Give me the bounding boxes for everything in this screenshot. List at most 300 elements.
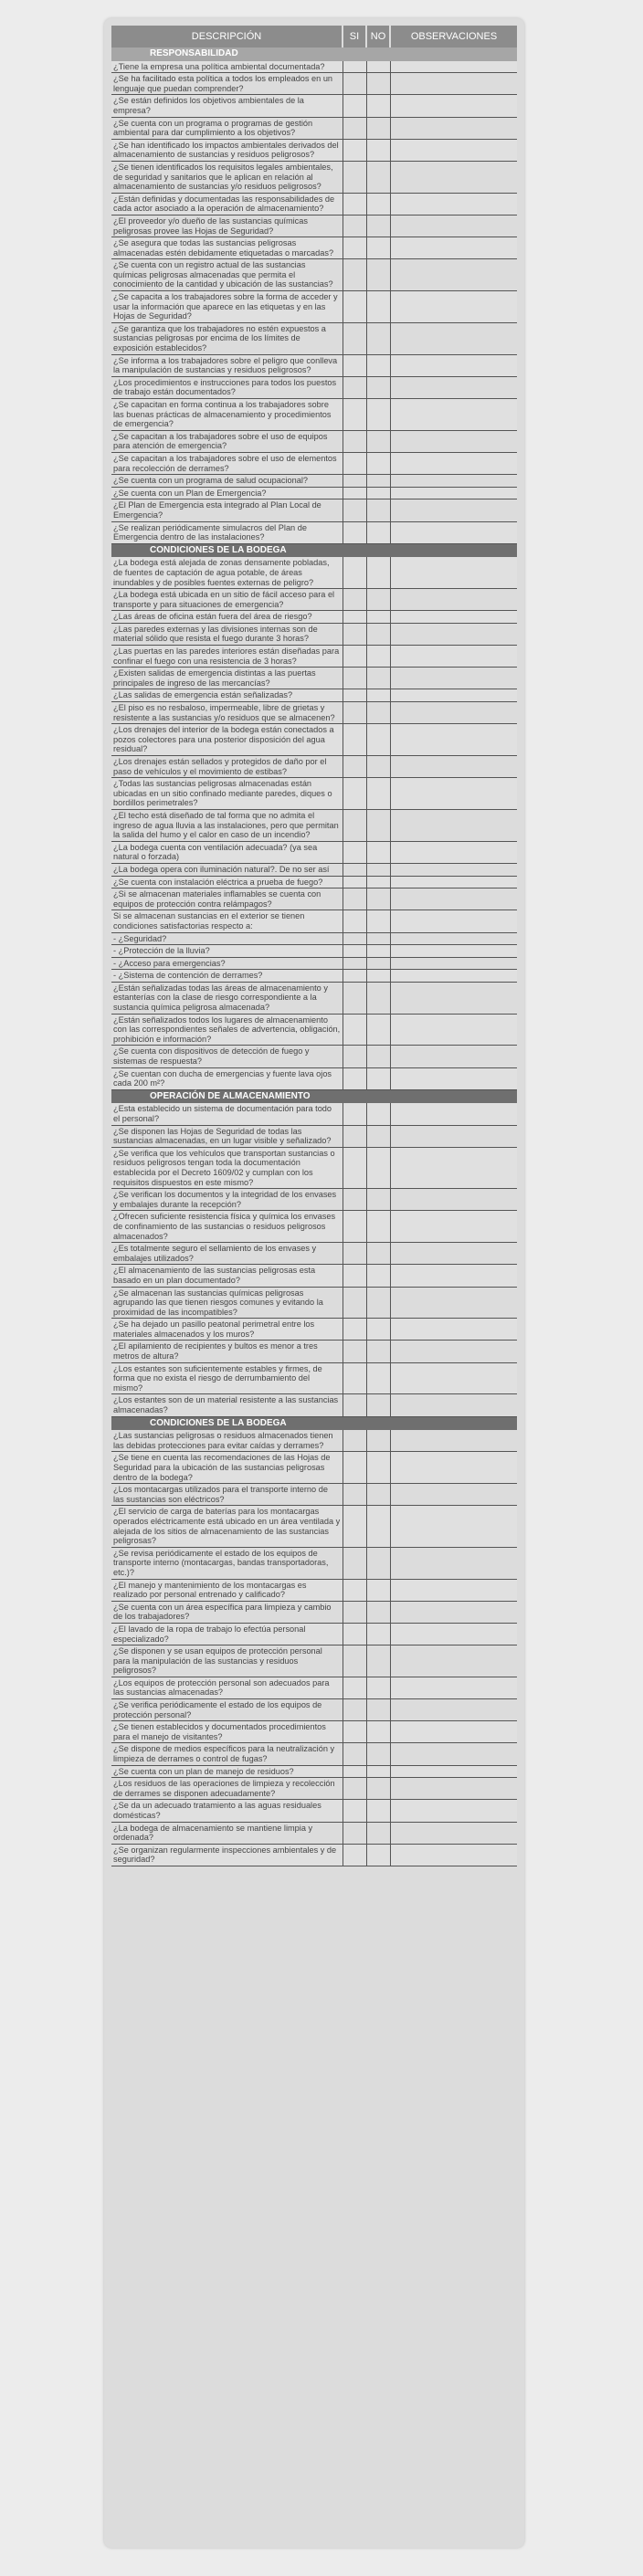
observaciones-cell[interactable] bbox=[390, 863, 517, 876]
observaciones-cell[interactable] bbox=[390, 841, 517, 863]
si-cell[interactable] bbox=[343, 876, 366, 888]
question-text: ¿Se informa a los trabajadores sobre el peligro que conlleva la manipulación de sustancias y residuos peligrosos? bbox=[111, 354, 343, 376]
si-cell[interactable] bbox=[343, 161, 366, 193]
observaciones-cell[interactable] bbox=[390, 259, 517, 291]
si-cell[interactable] bbox=[343, 139, 366, 161]
si-cell[interactable] bbox=[343, 1800, 366, 1822]
question-text: ¿Están señalizados todos los lugares de almacenamiento con las correspondientes señales de advertencia, obligación, prohibición e información? bbox=[111, 1014, 343, 1046]
no-cell[interactable] bbox=[366, 589, 390, 611]
no-cell[interactable] bbox=[366, 1067, 390, 1089]
table-row bbox=[111, 237, 517, 259]
observaciones-cell[interactable] bbox=[390, 724, 517, 756]
si-cell[interactable] bbox=[343, 668, 366, 689]
no-cell[interactable] bbox=[366, 1721, 390, 1743]
si-cell[interactable] bbox=[343, 487, 366, 499]
si-cell[interactable] bbox=[343, 1601, 366, 1623]
observaciones-cell[interactable] bbox=[390, 1147, 517, 1188]
table-row bbox=[111, 452, 517, 474]
question-text: ¿El techo está diseñado de tal forma que no admita el ingreso de agua lluvia a las instalaciones, pero que permitan la salida del humo y el calor en caso de un incendio? bbox=[111, 809, 343, 841]
table-row bbox=[111, 73, 517, 95]
si-cell[interactable] bbox=[343, 1844, 366, 1866]
question-text: ¿Es totalmente seguro el sellamiento de los envases y embalajes utilizados? bbox=[111, 1243, 343, 1265]
no-cell[interactable] bbox=[366, 117, 390, 139]
table-row bbox=[111, 589, 517, 611]
no-cell[interactable] bbox=[366, 376, 390, 398]
si-cell[interactable] bbox=[343, 215, 366, 237]
observaciones-cell[interactable] bbox=[390, 945, 517, 958]
observaciones-cell[interactable] bbox=[390, 1211, 517, 1243]
si-cell[interactable] bbox=[343, 1211, 366, 1243]
si-cell[interactable] bbox=[343, 1677, 366, 1698]
question-text: ¿El lavado de la ropa de trabajo lo efectúa personal especializado? bbox=[111, 1623, 343, 1645]
no-cell[interactable] bbox=[366, 322, 390, 354]
table-row bbox=[111, 1623, 517, 1645]
question-text: ¿Se han identificado los impactos ambientales derivados del almacenamiento de sustancias y residuos peligrosos? bbox=[111, 139, 343, 161]
observaciones-cell[interactable] bbox=[390, 487, 517, 499]
si-cell[interactable] bbox=[343, 291, 366, 323]
no-cell[interactable] bbox=[366, 702, 390, 724]
observaciones-cell[interactable] bbox=[390, 399, 517, 431]
observaciones-cell[interactable] bbox=[390, 291, 517, 323]
observaciones-cell[interactable] bbox=[390, 1601, 517, 1623]
table-row bbox=[111, 1103, 517, 1125]
si-cell[interactable] bbox=[343, 1287, 366, 1319]
table-row bbox=[111, 689, 517, 702]
si-cell[interactable] bbox=[343, 475, 366, 488]
observaciones-cell[interactable] bbox=[390, 1265, 517, 1287]
no-cell[interactable] bbox=[366, 724, 390, 756]
si-cell[interactable] bbox=[343, 557, 366, 588]
no-cell[interactable] bbox=[366, 499, 390, 521]
observaciones-cell[interactable] bbox=[390, 161, 517, 193]
no-cell[interactable] bbox=[366, 1506, 390, 1547]
si-cell[interactable] bbox=[343, 1341, 366, 1362]
question-text: ¿Se capacitan a los trabajadores sobre el uso de elementos para recolección de derrames? bbox=[111, 452, 343, 474]
section-header bbox=[111, 47, 517, 61]
si-cell[interactable] bbox=[343, 95, 366, 117]
observaciones-cell[interactable] bbox=[390, 1067, 517, 1089]
si-cell[interactable] bbox=[343, 957, 366, 970]
observaciones-cell[interactable] bbox=[390, 1579, 517, 1601]
no-cell[interactable] bbox=[366, 689, 390, 702]
question-text: - ¿Seguridad? bbox=[111, 932, 343, 945]
table-row bbox=[111, 945, 517, 958]
si-cell[interactable] bbox=[343, 1743, 366, 1765]
si-cell[interactable] bbox=[343, 809, 366, 841]
question-text: ¿El piso es no resbaloso, impermeable, libre de grietas y resistente a las sustancias y/o residuos que se almacenen? bbox=[111, 702, 343, 724]
question-text: ¿La bodega de almacenamiento se mantiene limpia y ordenada? bbox=[111, 1822, 343, 1844]
header-observaciones: OBSERVACIONES bbox=[390, 26, 517, 47]
no-cell[interactable] bbox=[366, 215, 390, 237]
observaciones-cell[interactable] bbox=[390, 623, 517, 645]
observaciones-cell[interactable] bbox=[390, 73, 517, 95]
si-cell[interactable] bbox=[343, 863, 366, 876]
observaciones-cell[interactable] bbox=[390, 689, 517, 702]
no-cell[interactable] bbox=[366, 1765, 390, 1778]
observaciones-cell[interactable] bbox=[390, 1452, 517, 1484]
si-cell[interactable] bbox=[343, 1147, 366, 1188]
observaciones-cell[interactable] bbox=[390, 215, 517, 237]
no-cell[interactable] bbox=[366, 756, 390, 778]
si-cell[interactable] bbox=[343, 1014, 366, 1046]
no-cell[interactable] bbox=[366, 611, 390, 624]
si-cell[interactable] bbox=[343, 452, 366, 474]
no-cell[interactable] bbox=[366, 1800, 390, 1822]
si-cell[interactable] bbox=[343, 778, 366, 810]
si-cell[interactable] bbox=[343, 376, 366, 398]
si-cell[interactable] bbox=[343, 702, 366, 724]
observaciones-cell[interactable] bbox=[390, 1721, 517, 1743]
no-cell[interactable] bbox=[366, 1319, 390, 1341]
table-row bbox=[111, 1547, 517, 1579]
no-cell[interactable] bbox=[366, 1623, 390, 1645]
table-row bbox=[111, 399, 517, 431]
observaciones-cell[interactable] bbox=[390, 1430, 517, 1452]
table-row bbox=[111, 376, 517, 398]
question-text: ¿El apilamiento de recipientes y bultos es menor a tres metros de altura? bbox=[111, 1341, 343, 1362]
no-cell[interactable] bbox=[366, 1341, 390, 1362]
no-cell[interactable] bbox=[366, 1394, 390, 1416]
table-row bbox=[111, 1844, 517, 1866]
no-cell[interactable] bbox=[366, 623, 390, 645]
table-row bbox=[111, 1601, 517, 1623]
observaciones-cell[interactable] bbox=[390, 1319, 517, 1341]
si-cell[interactable] bbox=[343, 499, 366, 521]
si-cell[interactable] bbox=[343, 756, 366, 778]
no-cell[interactable] bbox=[366, 557, 390, 588]
observaciones-cell[interactable] bbox=[390, 910, 517, 932]
table-row bbox=[111, 1147, 517, 1188]
question-text: ¿Si se almacenan materiales inflamables se cuenta con equipos de protección contra relámpagos? bbox=[111, 888, 343, 910]
si-cell[interactable] bbox=[343, 1547, 366, 1579]
no-cell[interactable] bbox=[366, 1677, 390, 1698]
si-cell[interactable] bbox=[343, 430, 366, 452]
header-row bbox=[111, 26, 517, 47]
no-cell[interactable] bbox=[366, 910, 390, 932]
observaciones-cell[interactable] bbox=[390, 521, 517, 543]
no-cell[interactable] bbox=[366, 1579, 390, 1601]
si-cell[interactable] bbox=[343, 1125, 366, 1147]
observaciones-cell[interactable] bbox=[390, 589, 517, 611]
no-cell[interactable] bbox=[366, 487, 390, 499]
si-cell[interactable] bbox=[343, 61, 366, 73]
observaciones-cell[interactable] bbox=[390, 499, 517, 521]
no-cell[interactable] bbox=[366, 1743, 390, 1765]
table-row bbox=[111, 841, 517, 863]
si-cell[interactable] bbox=[343, 646, 366, 668]
question-text: ¿Se disponen y se usan equipos de protección personal para la manipulación de las sustancias y residuos peligrosos? bbox=[111, 1645, 343, 1677]
observaciones-cell[interactable] bbox=[390, 193, 517, 215]
observaciones-cell[interactable] bbox=[390, 557, 517, 588]
table-row bbox=[111, 1067, 517, 1089]
si-cell[interactable] bbox=[343, 1362, 366, 1394]
no-cell[interactable] bbox=[366, 1014, 390, 1046]
no-cell[interactable] bbox=[366, 399, 390, 431]
table-row bbox=[111, 557, 517, 588]
question-text: ¿Se tienen identificados los requisitos legales ambientales, de seguridad y sanitarios que le aplican en relación al almacenamiento de sustancias y/o residuos peligrosos? bbox=[111, 161, 343, 193]
si-cell[interactable] bbox=[343, 1103, 366, 1125]
question-text: ¿Se ha facilitado esta política a todos los empleados en un lenguaje que puedan comprender? bbox=[111, 73, 343, 95]
no-cell[interactable] bbox=[366, 876, 390, 888]
question-text: ¿Se dispone de medios específicos para la neutralización y limpieza de derrames o control de fugas? bbox=[111, 1743, 343, 1765]
no-cell[interactable] bbox=[366, 139, 390, 161]
table-row bbox=[111, 161, 517, 193]
si-cell[interactable] bbox=[343, 1579, 366, 1601]
no-cell[interactable] bbox=[366, 61, 390, 73]
no-cell[interactable] bbox=[366, 1147, 390, 1188]
no-cell[interactable] bbox=[366, 778, 390, 810]
si-cell[interactable] bbox=[343, 1067, 366, 1089]
observaciones-cell[interactable] bbox=[390, 1743, 517, 1765]
observaciones-cell[interactable] bbox=[390, 957, 517, 970]
no-cell[interactable] bbox=[366, 259, 390, 291]
section-title: RESPONSABILIDAD bbox=[111, 47, 517, 61]
observaciones-cell[interactable] bbox=[390, 1699, 517, 1721]
question-text: ¿Se realizan periódicamente simulacros del Plan de Emergencia dentro de las instalaciones? bbox=[111, 521, 343, 543]
section-header bbox=[111, 1089, 517, 1103]
si-cell[interactable] bbox=[343, 117, 366, 139]
no-cell[interactable] bbox=[366, 193, 390, 215]
observaciones-cell[interactable] bbox=[390, 117, 517, 139]
table-row bbox=[111, 95, 517, 117]
table-row bbox=[111, 778, 517, 810]
no-cell[interactable] bbox=[366, 430, 390, 452]
table-row bbox=[111, 193, 517, 215]
observaciones-cell[interactable] bbox=[390, 809, 517, 841]
observaciones-cell[interactable] bbox=[390, 1677, 517, 1698]
question-text: ¿Se disponen las Hojas de Seguridad de todas las sustancias almacenadas, en un lugar visible y señalizado? bbox=[111, 1125, 343, 1147]
no-cell[interactable] bbox=[366, 863, 390, 876]
no-cell[interactable] bbox=[366, 73, 390, 95]
table-row bbox=[111, 1579, 517, 1601]
observaciones-cell[interactable] bbox=[390, 376, 517, 398]
observaciones-cell[interactable] bbox=[390, 1645, 517, 1677]
observaciones-cell[interactable] bbox=[390, 452, 517, 474]
si-cell[interactable] bbox=[343, 259, 366, 291]
question-text: ¿Se verifica que los vehículos que transportan sustancias o residuos peligrosos tengan toda la documentación establecida por el Decreto 1609/02 y cumplan con los requisitos dispuestos en este mismo? bbox=[111, 1147, 343, 1188]
observaciones-cell[interactable] bbox=[390, 61, 517, 73]
observaciones-cell[interactable] bbox=[390, 237, 517, 259]
si-cell[interactable] bbox=[343, 841, 366, 863]
no-cell[interactable] bbox=[366, 932, 390, 945]
question-text: ¿Se tienen establecidos y documentados procedimientos para el manejo de visitantes? bbox=[111, 1721, 343, 1743]
si-cell[interactable] bbox=[343, 689, 366, 702]
si-cell[interactable] bbox=[343, 1394, 366, 1416]
question-text: ¿La bodega está alejada de zonas densamente pobladas, de fuentes de captación de agua potable, de áreas inundables y de posibles fuentes externas de peligro? bbox=[111, 557, 343, 588]
si-cell[interactable] bbox=[343, 970, 366, 983]
no-cell[interactable] bbox=[366, 1547, 390, 1579]
observaciones-cell[interactable] bbox=[390, 95, 517, 117]
si-cell[interactable] bbox=[343, 888, 366, 910]
no-cell[interactable] bbox=[366, 475, 390, 488]
observaciones-cell[interactable] bbox=[390, 1341, 517, 1362]
table-row bbox=[111, 61, 517, 73]
no-cell[interactable] bbox=[366, 1601, 390, 1623]
observaciones-cell[interactable] bbox=[390, 646, 517, 668]
si-cell[interactable] bbox=[343, 1623, 366, 1645]
question-text: - ¿Protección de la lluvia? bbox=[111, 945, 343, 958]
question-text: ¿Las salidas de emergencia están señalizadas? bbox=[111, 689, 343, 702]
si-cell[interactable] bbox=[343, 1765, 366, 1778]
si-cell[interactable] bbox=[343, 910, 366, 932]
si-cell[interactable] bbox=[343, 589, 366, 611]
no-cell[interactable] bbox=[366, 1484, 390, 1506]
observaciones-cell[interactable] bbox=[390, 1046, 517, 1067]
observaciones-cell[interactable] bbox=[390, 1778, 517, 1800]
observaciones-cell[interactable] bbox=[390, 475, 517, 488]
si-cell[interactable] bbox=[343, 1243, 366, 1265]
question-text: ¿Se cuenta con un programa de salud ocupacional? bbox=[111, 475, 343, 488]
no-cell[interactable] bbox=[366, 841, 390, 863]
question-text: Si se almacenan sustancias en el exterior se tienen condiciones satisfactorias respecto a: bbox=[111, 910, 343, 932]
si-cell[interactable] bbox=[343, 1189, 366, 1211]
observaciones-cell[interactable] bbox=[390, 932, 517, 945]
table-row bbox=[111, 1362, 517, 1394]
si-cell[interactable] bbox=[343, 399, 366, 431]
observaciones-cell[interactable] bbox=[390, 1484, 517, 1506]
observaciones-cell[interactable] bbox=[390, 1800, 517, 1822]
observaciones-cell[interactable] bbox=[390, 430, 517, 452]
observaciones-cell[interactable] bbox=[390, 1623, 517, 1645]
no-cell[interactable] bbox=[366, 1125, 390, 1147]
si-cell[interactable] bbox=[343, 1506, 366, 1547]
question-text: ¿El proveedor y/o dueño de las sustancias químicas peligrosas provee las Hojas de Seguridad? bbox=[111, 215, 343, 237]
no-cell[interactable] bbox=[366, 95, 390, 117]
si-cell[interactable] bbox=[343, 354, 366, 376]
no-cell[interactable] bbox=[366, 1778, 390, 1800]
no-cell[interactable] bbox=[366, 237, 390, 259]
si-cell[interactable] bbox=[343, 1319, 366, 1341]
observaciones-cell[interactable] bbox=[390, 982, 517, 1014]
observaciones-cell[interactable] bbox=[390, 778, 517, 810]
no-cell[interactable] bbox=[366, 957, 390, 970]
no-cell[interactable] bbox=[366, 1822, 390, 1844]
observaciones-cell[interactable] bbox=[390, 888, 517, 910]
table-row bbox=[111, 259, 517, 291]
no-cell[interactable] bbox=[366, 1211, 390, 1243]
observaciones-cell[interactable] bbox=[390, 876, 517, 888]
question-text: ¿Se cuenta con instalación eléctrica a prueba de fuego? bbox=[111, 876, 343, 888]
no-cell[interactable] bbox=[366, 1265, 390, 1287]
si-cell[interactable] bbox=[343, 1452, 366, 1484]
table-row bbox=[111, 910, 517, 932]
no-cell[interactable] bbox=[366, 1046, 390, 1067]
si-cell[interactable] bbox=[343, 1484, 366, 1506]
observaciones-cell[interactable] bbox=[390, 1189, 517, 1211]
observaciones-cell[interactable] bbox=[390, 1287, 517, 1319]
no-cell[interactable] bbox=[366, 809, 390, 841]
observaciones-cell[interactable] bbox=[390, 1103, 517, 1125]
no-cell[interactable] bbox=[366, 521, 390, 543]
table-row bbox=[111, 756, 517, 778]
observaciones-cell[interactable] bbox=[390, 1822, 517, 1844]
observaciones-cell[interactable] bbox=[390, 611, 517, 624]
si-cell[interactable] bbox=[343, 1645, 366, 1677]
checklist-body bbox=[111, 47, 517, 1866]
observaciones-cell[interactable] bbox=[390, 1394, 517, 1416]
no-cell[interactable] bbox=[366, 1430, 390, 1452]
no-cell[interactable] bbox=[366, 668, 390, 689]
no-cell[interactable] bbox=[366, 161, 390, 193]
table-row bbox=[111, 646, 517, 668]
table-row bbox=[111, 932, 517, 945]
si-cell[interactable] bbox=[343, 1265, 366, 1287]
observaciones-cell[interactable] bbox=[390, 702, 517, 724]
no-cell[interactable] bbox=[366, 452, 390, 474]
si-cell[interactable] bbox=[343, 1721, 366, 1743]
si-cell[interactable] bbox=[343, 945, 366, 958]
observaciones-cell[interactable] bbox=[390, 322, 517, 354]
si-cell[interactable] bbox=[343, 724, 366, 756]
no-cell[interactable] bbox=[366, 1452, 390, 1484]
observaciones-cell[interactable] bbox=[390, 1765, 517, 1778]
si-cell[interactable] bbox=[343, 932, 366, 945]
no-cell[interactable] bbox=[366, 945, 390, 958]
table-row bbox=[111, 139, 517, 161]
no-cell[interactable] bbox=[366, 888, 390, 910]
table-row bbox=[111, 863, 517, 876]
no-cell[interactable] bbox=[366, 1362, 390, 1394]
no-cell[interactable] bbox=[366, 1645, 390, 1677]
no-cell[interactable] bbox=[366, 1844, 390, 1866]
si-cell[interactable] bbox=[343, 193, 366, 215]
no-cell[interactable] bbox=[366, 646, 390, 668]
si-cell[interactable] bbox=[343, 73, 366, 95]
no-cell[interactable] bbox=[366, 1189, 390, 1211]
si-cell[interactable] bbox=[343, 1430, 366, 1452]
question-text: ¿Se capacitan en forma continua a los trabajadores sobre las buenas prácticas de almacenamiento y procedimientos de emergencia? bbox=[111, 399, 343, 431]
observaciones-cell[interactable] bbox=[390, 1547, 517, 1579]
si-cell[interactable] bbox=[343, 1046, 366, 1067]
no-cell[interactable] bbox=[366, 970, 390, 983]
si-cell[interactable] bbox=[343, 1699, 366, 1721]
table-row bbox=[111, 475, 517, 488]
observaciones-cell[interactable] bbox=[390, 1243, 517, 1265]
observaciones-cell[interactable] bbox=[390, 668, 517, 689]
observaciones-cell[interactable] bbox=[390, 1014, 517, 1046]
no-cell[interactable] bbox=[366, 982, 390, 1014]
si-cell[interactable] bbox=[343, 1822, 366, 1844]
si-cell[interactable] bbox=[343, 623, 366, 645]
table-row bbox=[111, 1677, 517, 1698]
observaciones-cell[interactable] bbox=[390, 970, 517, 983]
observaciones-cell[interactable] bbox=[390, 139, 517, 161]
no-cell[interactable] bbox=[366, 1103, 390, 1125]
si-cell[interactable] bbox=[343, 611, 366, 624]
table-row bbox=[111, 291, 517, 323]
si-cell[interactable] bbox=[343, 322, 366, 354]
si-cell[interactable] bbox=[343, 521, 366, 543]
si-cell[interactable] bbox=[343, 237, 366, 259]
observaciones-cell[interactable] bbox=[390, 1844, 517, 1866]
observaciones-cell[interactable] bbox=[390, 354, 517, 376]
table-row bbox=[111, 354, 517, 376]
si-cell[interactable] bbox=[343, 982, 366, 1014]
observaciones-cell[interactable] bbox=[390, 1506, 517, 1547]
no-cell[interactable] bbox=[366, 1243, 390, 1265]
observaciones-cell[interactable] bbox=[390, 756, 517, 778]
table-row bbox=[111, 1743, 517, 1765]
no-cell[interactable] bbox=[366, 1287, 390, 1319]
no-cell[interactable] bbox=[366, 354, 390, 376]
no-cell[interactable] bbox=[366, 1699, 390, 1721]
observaciones-cell[interactable] bbox=[390, 1362, 517, 1394]
question-text: ¿Las sustancias peligrosas o residuos almacenados tienen las debidas protecciones para evitar caídas y derrames? bbox=[111, 1430, 343, 1452]
observaciones-cell[interactable] bbox=[390, 1125, 517, 1147]
table-row bbox=[111, 668, 517, 689]
no-cell[interactable] bbox=[366, 291, 390, 323]
si-cell[interactable] bbox=[343, 1778, 366, 1800]
